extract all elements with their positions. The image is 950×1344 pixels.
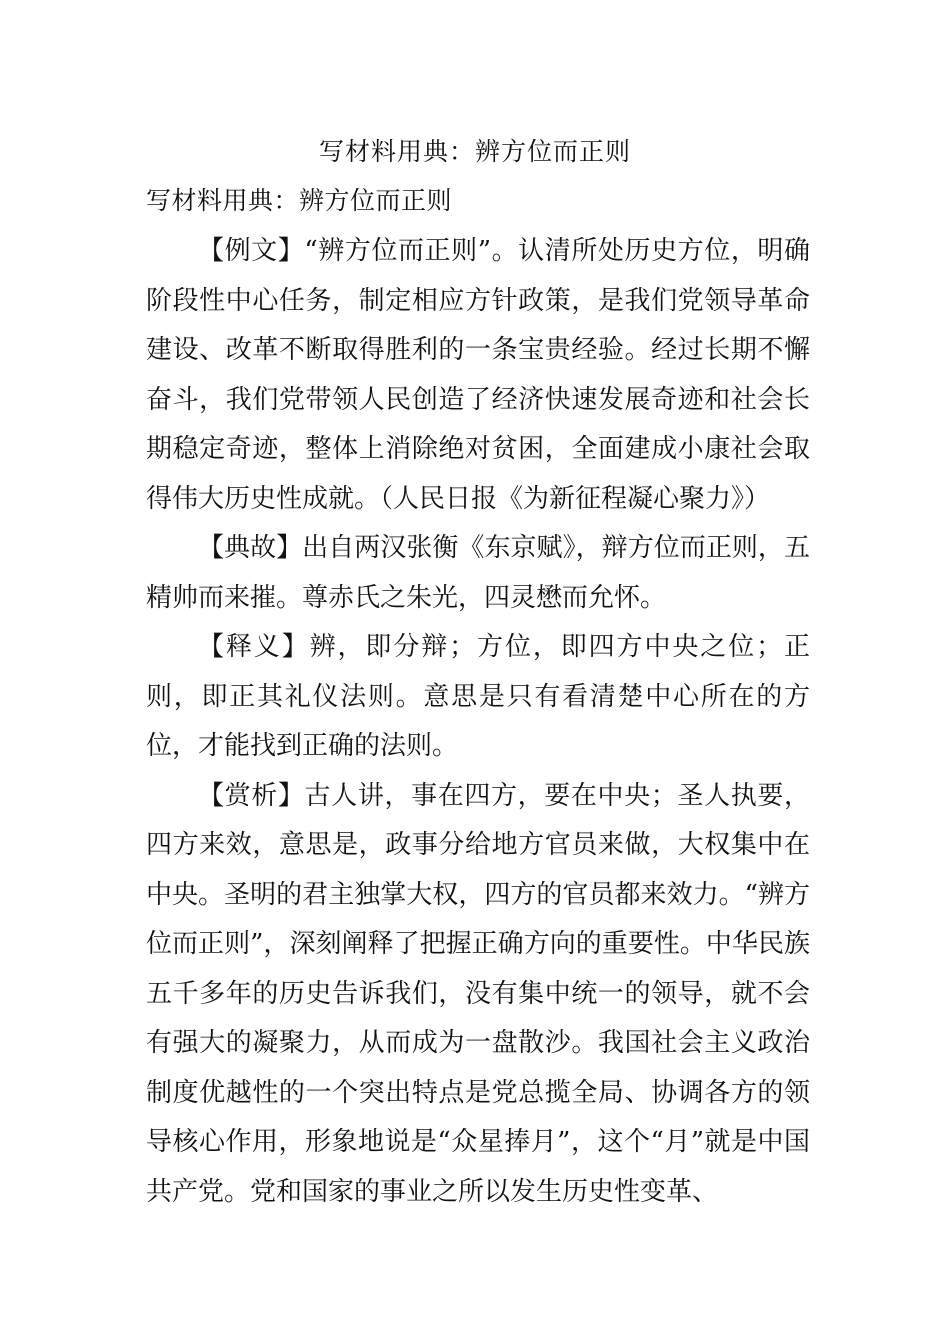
paragraph-meaning [146, 623, 810, 772]
paragraph-text: “辨方位而正则”。认清所处历史方位，明确阶段性中心任务，制定相应方针政策，是我们党领导革命建设、改革不断取得胜利的一条宝贵经验。经过长期不懈奋斗，我们党带领人民创造了经济快速发展奇迹和社会长期稳定奇迹，整体上消除绝对贫困，全面建成小康社会取得伟大历史性成就。（人民日报《为新征程凝心聚力》） [146, 236, 810, 514]
paragraph-text: 古人讲，事在四方，要在中央；圣人执要，四方来效，意思是，政事分给地方官员来做，大权集中在中央。圣明的君主独掌大权，四方的官员都来效力。“辨方位而正则”，深刻阐释了把握正确方向的重要性。中华民族五千多年的历史告诉我们，没有集中统一的领导，就不会有强大的凝聚力，从而成为一盘散沙。我国社会主义政治制度优越性的一个突出特点是党总揽全局、协调各方的领导核心作用，形象地说是“众星捧月”，这个“月”就是中国共产党。党和国家的事业之所以发生历史性变革、 [146, 780, 810, 1207]
paragraph-text: 出自两汉张衡《东京赋》，辩方位而正则，五精帅而来摧。尊赤氏之朱光，四灵懋而允怀。 [146, 533, 810, 613]
document-title: 写材料用典：辨方位而正则 [318, 137, 631, 166]
paragraph-tag: 【赏析】 [198, 780, 305, 811]
paragraph-example [146, 227, 810, 524]
document-body [146, 176, 810, 1217]
paragraph-tag: 【典故】 [198, 533, 303, 563]
paragraph-allusion [146, 524, 810, 623]
paragraph-text: 辨，即分辩；方位，即四方中央之位；正则，即正其礼仪法则。意思是只有看清楚中心所在的方位，才能找到正确的法则。 [146, 632, 810, 761]
document-subtitle: 写材料用典：辨方位而正则 [146, 186, 453, 215]
paragraph-appreciation [146, 772, 810, 1218]
paragraph-tag: 【释义】 [198, 632, 310, 662]
paragraph-tag: 【例文】 [198, 236, 305, 266]
